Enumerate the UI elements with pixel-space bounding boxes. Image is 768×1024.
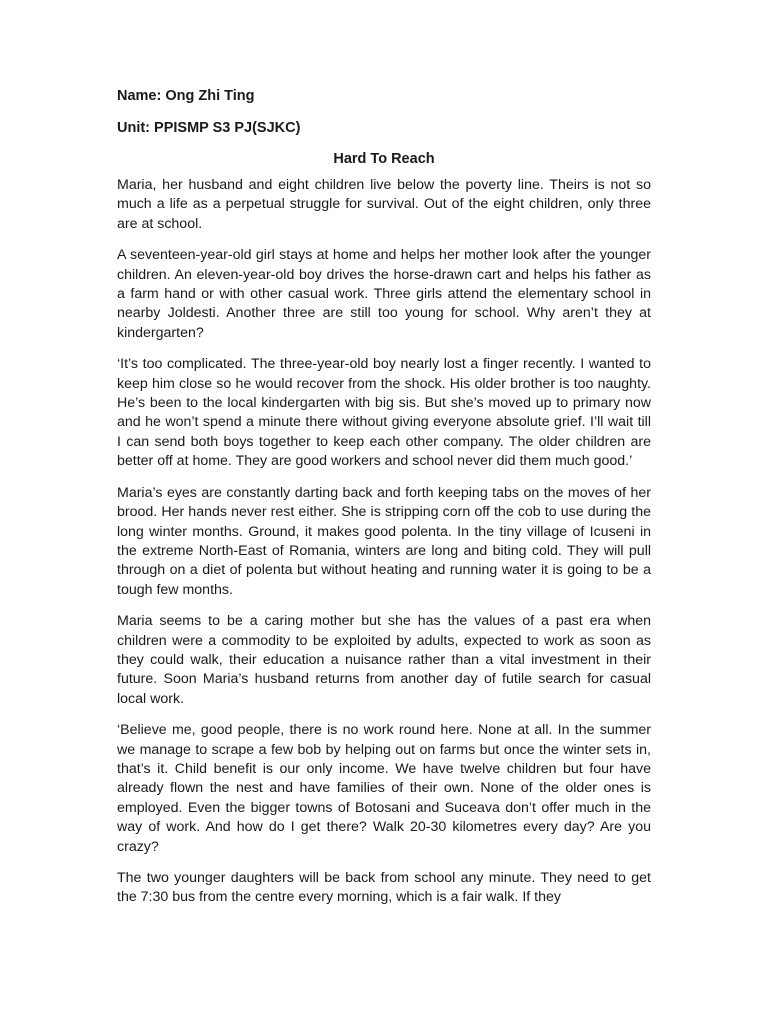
paragraph-5: Maria seems to be a caring mother but she has the values of a past era when children were a commodity to be exploited by adults, expected to work as soon as they could walk, their education a nuisance rather than a vital investment in their future. Soon Maria’s husband returns from another day of futile search for casual local work. — [117, 613, 651, 707]
unit-label: Unit: PPISMP S3 PJ(SJKC) — [117, 120, 301, 136]
paragraph-3: ‘It’s too complicated. The three-year-old boy nearly lost a finger recently. I wanted to keep him close so he would recover from the shock. His older brother is too naughty. He’s been to the local kindergarten with big sis. But she’s moved up to primary now and he won’t spend a minute there without giving everyone absolute grief. I’ll wait till I can send both boys together to keep each other company. The older children are better off at home. They are good workers and school never did them much good.’ — [117, 356, 651, 470]
paragraph-2: A seventeen-year-old girl stays at home and helps her mother look after the younger children. An eleven-year-old boy drives the horse-drawn cart and helps his father as a farm hand or with other casual work. Three girls attend the elementary school in nearby Joldesti. Another three are still too young for school. Why aren’t they at kindergarten? — [117, 247, 651, 341]
author-name: Name: Ong Zhi Ting — [117, 88, 255, 104]
document-page — [117, 86, 651, 920]
paragraph-1: Maria, her husband and eight children live below the poverty line. Theirs is not so much a life as a perpetual struggle for survival. Out of the eight children, only three are at school. — [117, 177, 651, 232]
paragraph-4: Maria’s eyes are constantly darting back and forth keeping tabs on the moves of her brood. Her hands never rest either. She is stripping corn off the cob to use during the long winter months. Ground, it makes good polenta. In the tiny village of Icuseni in the extreme North-East of Romania, winters are long and biting cold. They will pull through on a diet of polenta but without heating and running water it is going to be a tough few months. — [117, 484, 651, 598]
paragraph-6: ‘Believe me, good people, there is no work round here. None at all. In the summer we manage to scrape a few bob by helping out on farms but once the winter sets in, that’s it. Child benefit is our only income. We have twelve children but four have already flown the nest and have families of their own. None of the older ones is employed. Even the bigger towns of Botosani and Suceava don’t offer much in the way of work. And how do I get there? Walk 20-30 kilometres every day? Are you crazy? — [117, 722, 651, 855]
paragraph-7: The two younger daughters will be back from school any minute. They need to get the 7:30 bus from the centre every morning, which is a fair walk. If they — [117, 870, 651, 906]
document-title: Hard To Reach — [333, 151, 435, 167]
